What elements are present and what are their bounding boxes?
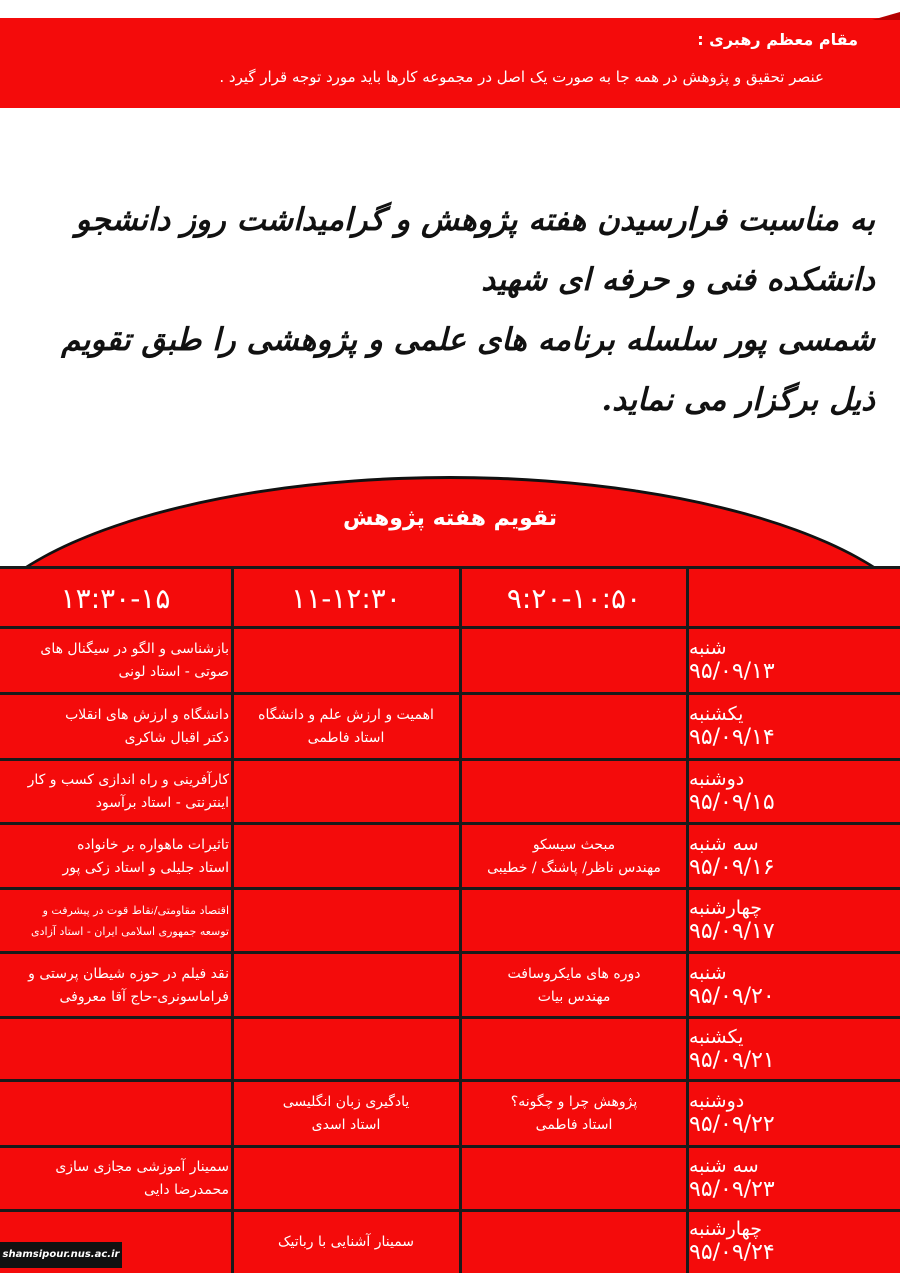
event-cell-t3 [0, 890, 231, 952]
day-date: ۹۵/۰۹/۱۴ [689, 725, 775, 750]
event-cell-t3 [0, 1148, 231, 1210]
event-cell-t2 [233, 629, 459, 693]
day-date: ۹۵/۰۹/۲۳ [689, 1177, 775, 1202]
event-cell-t1 [461, 1148, 687, 1210]
event-cell-t2 [233, 1019, 459, 1080]
event-speaker: توسعه جمهوری اسلامی ایران - استاد آزادی [31, 925, 229, 938]
day-cell [689, 1019, 900, 1080]
table-row [0, 954, 900, 1017]
event-cell-t1 [461, 954, 687, 1017]
banner-title: مقام معظم رهبری : [697, 30, 858, 49]
event-cell-t1 [461, 1019, 687, 1080]
day-date: ۹۵/۰۹/۲۴ [689, 1240, 775, 1265]
day-date: ۹۵/۰۹/۱۵ [689, 790, 775, 815]
event-title: دوره های مایکروسافت [507, 965, 641, 982]
intro-text [30, 190, 875, 430]
event-cell-t2 [233, 695, 459, 759]
event-speaker: صوتی - استاد لونی [118, 664, 229, 680]
day-cell [689, 1212, 900, 1272]
event-cell-t3 [0, 695, 231, 759]
day-name: شنبه [689, 961, 727, 984]
event-speaker: استاد فاطمی [307, 730, 385, 746]
time-header-1 [461, 569, 687, 628]
event-cell-t3 [0, 629, 231, 693]
event-title: سمینار آموزشی مجازی سازی [55, 1159, 229, 1175]
event-cell-t1 [461, 825, 687, 888]
event-speaker: مهندس بیات [537, 988, 611, 1005]
day-name: دوشنبه [689, 1090, 745, 1112]
event-cell-t1 [461, 761, 687, 823]
event-cell-t2 [233, 1148, 459, 1210]
day-date: ۹۵/۰۹/۲۰ [689, 983, 775, 1009]
event-speaker: استاد اسدی [311, 1117, 381, 1133]
event-cell-t3 [0, 825, 231, 888]
event-speaker: محمدرضا دایی [143, 1182, 229, 1198]
day-cell [689, 954, 900, 1017]
day-cell [689, 1082, 900, 1146]
event-title: سمینار آشنایی با رباتیک [277, 1233, 415, 1250]
time-header-2 [233, 569, 459, 628]
event-title: بازشناسی و الگو در سیگنال های [40, 641, 229, 657]
day-date: ۹۵/۰۹/۱۶ [689, 854, 775, 880]
event-speaker: فراماسونری-حاج آقا معروفی [59, 988, 229, 1005]
event-speaker: مهندس ناظر/ پاشنگ / خطیبی [487, 859, 661, 876]
event-cell-t3 [0, 954, 231, 1017]
day-date: ۹۵/۰۹/۱۳ [689, 659, 775, 684]
event-cell-t2 [233, 825, 459, 888]
header-row [0, 569, 900, 628]
schedule-title: تقویم هفته پژوهش [342, 506, 558, 531]
time-header-1-label: ۹:۲۰-۱۰:۵۰ [506, 582, 642, 615]
event-speaker: استاد فاطمی [535, 1117, 613, 1133]
event-title: دانشگاه و ارزش های انقلاب [65, 707, 229, 723]
day-name: چهارشنبه [689, 897, 763, 919]
event-title: مبحث سیسکو [532, 836, 616, 853]
event-cell-t1 [461, 629, 687, 693]
day-date: ۹۵/۰۹/۱۷ [689, 919, 775, 944]
table-row [0, 629, 900, 693]
day-date: ۹۵/۰۹/۲۲ [689, 1112, 775, 1137]
event-title: یادگیری زبان انگلیسی [282, 1094, 410, 1110]
event-title: تاثیرات ماهواره بر خانواده [77, 836, 229, 853]
event-cell-t1 [461, 1082, 687, 1146]
table-row [0, 761, 900, 823]
table-row [0, 825, 900, 888]
day-cell [689, 761, 900, 823]
day-name: شنبه [689, 637, 727, 659]
event-speaker: اینترنتی - استاد برآسود [95, 795, 229, 811]
day-cell [689, 825, 900, 888]
day-name: یکشنبه [689, 703, 744, 725]
day-name: یکشنبه [689, 1025, 744, 1048]
website-credit: shamsipour.nus.ac.ir [0, 1242, 122, 1268]
schedule-table [0, 566, 900, 1273]
table-row [0, 1019, 900, 1080]
event-title: نقد فیلم در حوزه شیطان پرستی و [28, 965, 229, 982]
day-cell [689, 695, 900, 759]
event-cell-t2 [233, 1082, 459, 1146]
day-name: دوشنبه [689, 768, 745, 790]
event-title: اهمیت و ارزش علم و دانشگاه [258, 707, 434, 723]
event-cell-t3 [0, 1019, 231, 1080]
day-date: ۹۵/۰۹/۲۱ [689, 1047, 775, 1073]
day-cell [689, 890, 900, 952]
event-cell-t3 [0, 761, 231, 823]
time-header-3-label: ۱۳:۳۰-۱۵ [60, 582, 171, 615]
banner-quote: عنصر تحقیق و پژوهش در همه جا به صورت یک اصل در مجموعه کارها باید مورد توجه قرار گیرد . [219, 68, 824, 86]
table-row [0, 1212, 900, 1272]
day-name: چهارشنبه [689, 1218, 763, 1240]
event-cell-t1 [461, 1212, 687, 1272]
event-cell-t2 [233, 890, 459, 952]
table-row [0, 890, 900, 952]
day-cell [689, 629, 900, 693]
event-speaker: دکتر اقبال شاکری [124, 730, 229, 746]
table-row [0, 695, 900, 759]
event-speaker: استاد جلیلی و استاد زکی پور [62, 859, 229, 876]
day-name: سه شنبه [689, 1155, 759, 1177]
event-cell-t2 [233, 761, 459, 823]
intro-line-1: به مناسبت فرارسیدن هفته پژوهش و گرامیداشت روز دانشجو دانشکده فنی و حرفه ای شهید [75, 202, 875, 298]
intro-line-2: شمسی پور سلسله برنامه های علمی و پژوهشی را طبق تقویم ذیل برگزار می نماید. [61, 322, 875, 418]
table-row [0, 1148, 900, 1210]
time-header-3 [0, 569, 231, 628]
banner-fold [872, 12, 900, 20]
event-cell-t1 [461, 695, 687, 759]
day-name: سه شنبه [689, 832, 759, 855]
time-header-2-label: ۱۱-۱۲:۳۰ [291, 582, 401, 615]
event-title: پژوهش چرا و چگونه؟ [510, 1094, 638, 1110]
event-title: کارآفرینی و راه اندازی کسب و کار [27, 772, 229, 788]
event-cell-t3 [0, 1082, 231, 1146]
event-cell-t2 [233, 954, 459, 1017]
event-title: اقتصاد مقاومتی/نقاط قوت در پیشرفت و [42, 904, 229, 917]
day-cell [689, 1148, 900, 1210]
table-row [0, 1082, 900, 1146]
event-cell-t2 [233, 1212, 459, 1272]
event-cell-t1 [461, 890, 687, 952]
